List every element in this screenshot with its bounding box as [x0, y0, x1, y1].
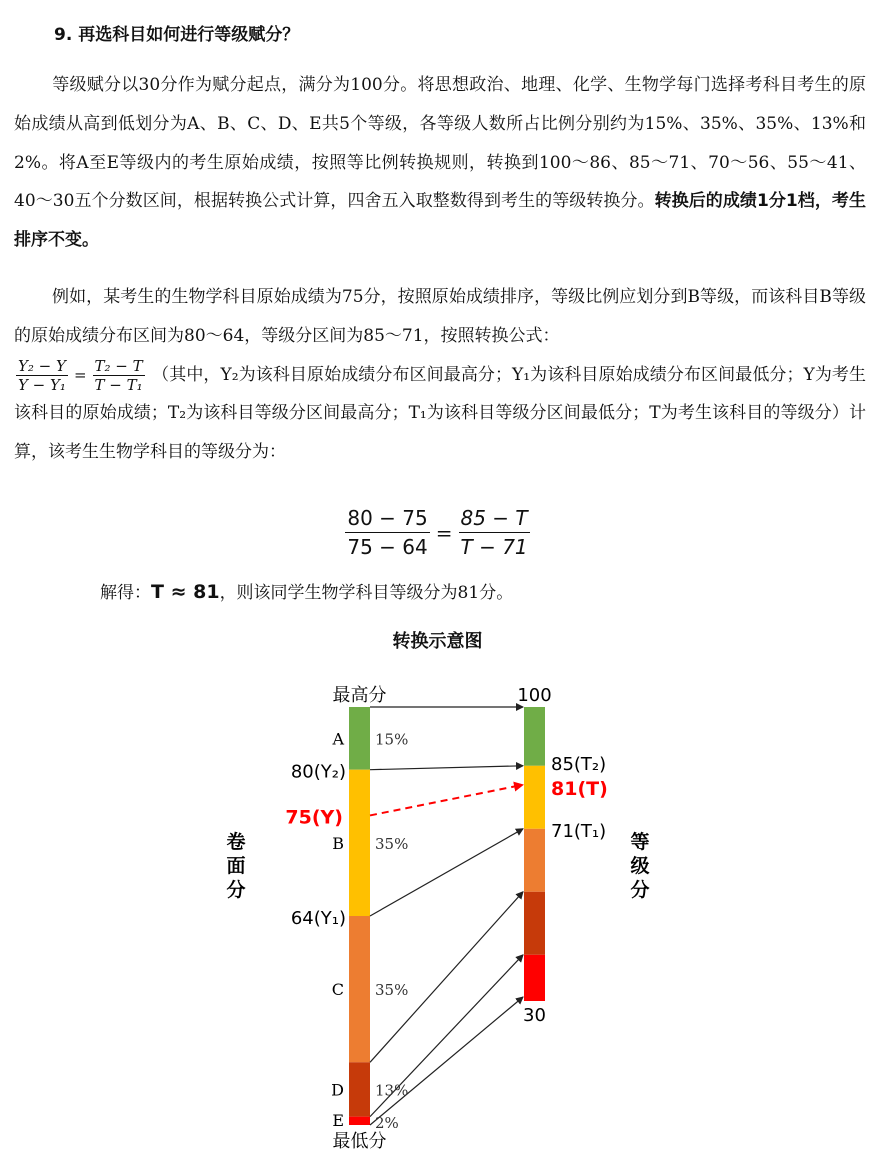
paragraph-example [14, 278, 866, 472]
left-grade-d: D [331, 1080, 344, 1100]
right-axis-char-2: 分 [630, 879, 650, 901]
label-y2: 80(Y₂) [290, 761, 346, 783]
left-band-c [349, 916, 370, 1062]
left-grade-a: A [332, 729, 344, 749]
arrow-a-b [370, 766, 523, 770]
paragraph-grading-rules-bold: 转换后的成绩1分1档，考生排序不变。 [14, 191, 866, 251]
paragraph-example-after: （其中，Y₂为该科目原始成绩分布区间最高分；Y₁为该科目原始成绩分布区间最低分；Y为考生该科目的原始成绩；T₂为该科目等级分区间最高分；T₁为该科目等级分区间最低分；T为考生该科目的等级分）计算，该考生生物学科目的等级分为： [14, 364, 867, 463]
solution-result: T ≈ 81 [151, 581, 220, 603]
left-band-e [349, 1117, 370, 1125]
right-band-4 [524, 892, 545, 955]
solution-line [100, 578, 513, 603]
section-heading: 9. 再选科目如何进行等级赋分？ [54, 25, 300, 45]
left-pct-c: 35% [375, 981, 409, 1000]
label-30: 30 [523, 1005, 546, 1026]
diagram-labels [226, 685, 649, 1152]
solution-prefix: 解得： [100, 583, 151, 603]
example-left-numerator: 80 − 75 [345, 504, 429, 533]
left-axis-char-1: 面 [226, 855, 246, 877]
arrow-bottom [370, 997, 523, 1125]
left-band-d [349, 1062, 370, 1116]
left-pct-e: 2% [375, 1113, 399, 1132]
left-grade-e: E [332, 1110, 344, 1130]
formula-right-numerator: T₂ − T [94, 356, 143, 375]
right-band-1 [524, 707, 545, 766]
label-max-score: 最高分 [332, 685, 387, 706]
diagram-title: 转换示意图 [392, 631, 483, 652]
formula-right-fraction [93, 357, 145, 394]
left-pct-d: 13% [375, 1081, 409, 1100]
left-band-b [349, 770, 370, 916]
left-grade-c: C [331, 980, 344, 1000]
formula-left-numerator: Y₂ − Y [18, 356, 66, 375]
left-pct-b: 35% [375, 834, 409, 853]
paragraph-grading-rules [14, 66, 866, 260]
conversion-diagram [0, 670, 875, 1160]
left-axis-char-0: 卷 [226, 831, 246, 853]
right-axis-char-0: 等 [630, 831, 650, 853]
left-pct-a: 15% [375, 730, 409, 749]
label-t1: 71(T₁) [551, 820, 607, 842]
paragraph-grading-rules-text: 等级赋分以30分作为赋分起点，满分为100分。将思想政治、地理、化学、生物学每门选择考科目考生的原始成绩从高到低划分为A、B、C、D、E共5个等级，各等级人数所占比例分别约为15%、35%、35%、13%和2%。将A至E等级内的考生原始成绩，按照等比例转换规则，转换到100～86、85～71、70～56、55～41、40～30五个分数区间，根据转换公式计算，四舍五入取整数得到考生的等级转换分。 [14, 75, 866, 212]
arrow-y-to-t [370, 785, 523, 816]
example-left-denominator: 75 − 64 [347, 535, 428, 559]
right-axis-char-1: 级 [630, 855, 650, 877]
solution-suffix: ，则该同学生物学科目等级分为81分。 [219, 583, 514, 603]
label-100: 100 [517, 685, 552, 706]
formula-right-denominator: T − T₁ [94, 375, 143, 394]
left-score-bar [349, 707, 370, 1125]
mapping-arrows [370, 707, 523, 1125]
formula-left-denominator: Y − Y₁ [18, 375, 66, 394]
right-score-bar [524, 707, 545, 1001]
example-formula [0, 504, 875, 561]
right-band-3 [524, 829, 545, 892]
label-y1: 64(Y₁) [290, 908, 346, 929]
formula-left-fraction [16, 357, 68, 394]
left-band-a [349, 707, 370, 770]
example-equals: = [435, 520, 453, 545]
paragraph-example-text: 例如，某考生的生物学科目原始成绩为75分，按照原始成绩排序，等级比例应划分到B等级，而该科目B等级的原始成绩分布区间为80～64，等级分区间为85～71，按照转换公式： [14, 287, 866, 346]
label-t: 81(T) [551, 777, 608, 800]
label-min-score: 最低分 [332, 1131, 387, 1152]
left-grade-b: B [332, 833, 344, 853]
label-y: 75(Y) [285, 806, 343, 829]
left-axis-char-2: 分 [226, 879, 246, 901]
example-left-fraction [345, 504, 429, 561]
right-band-5 [524, 955, 545, 1001]
example-right-numerator: 85 − T [459, 504, 530, 533]
example-right-denominator: T − 71 [460, 535, 528, 559]
formula-equals: = [73, 365, 87, 384]
right-band-2 [524, 766, 545, 829]
example-right-fraction [459, 504, 530, 561]
arrow-c-d [370, 892, 523, 1063]
label-t2: 85(T₂) [551, 753, 607, 775]
